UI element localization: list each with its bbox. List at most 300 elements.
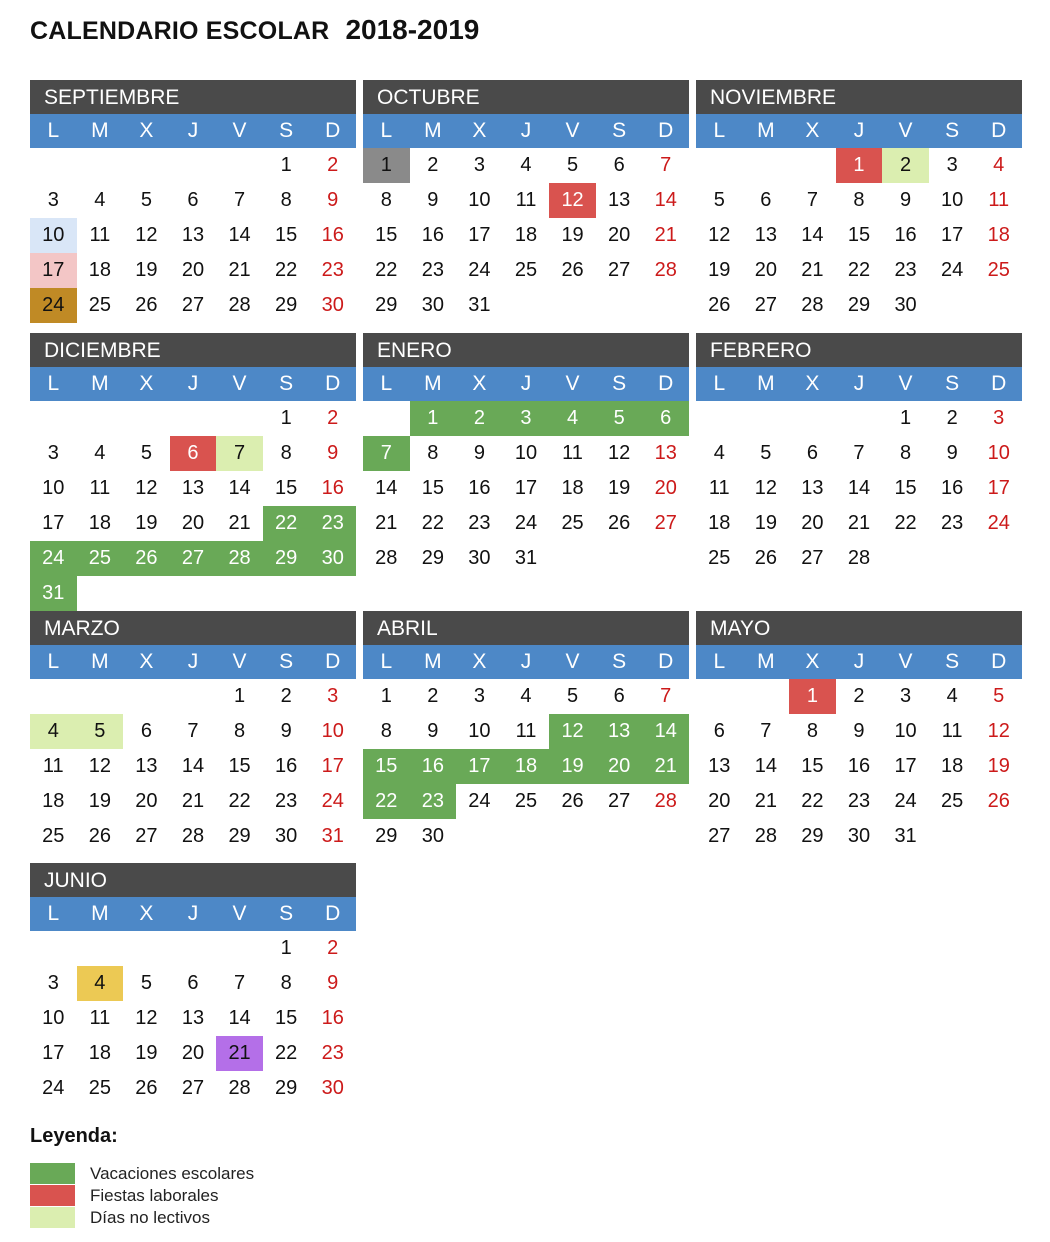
day-cell: 3 — [47, 442, 59, 464]
day-cell: 24 — [321, 790, 344, 812]
day-cell: 20 — [654, 477, 677, 499]
day-cell: 11 — [708, 477, 730, 499]
legend-item — [30, 1185, 219, 1206]
day-cell: 16 — [941, 477, 964, 499]
weekday-label: S — [279, 372, 294, 395]
day-cell: 13 — [181, 224, 205, 246]
day-cell: 20 — [801, 512, 824, 534]
day-cell: 13 — [596, 714, 643, 749]
day-cell: 11 — [89, 224, 111, 246]
day-cell: 7 — [853, 442, 865, 464]
day-cell: 10 — [42, 1007, 65, 1029]
day-cell: 23 — [894, 259, 917, 281]
day-cell: 20 — [754, 259, 777, 281]
day-cell: 29 — [275, 1077, 298, 1099]
day-cell: 17 — [42, 1042, 65, 1064]
day-cell: 5 — [596, 401, 643, 436]
day-cell: 7 — [660, 685, 672, 707]
day-cell: 18 — [88, 259, 111, 281]
day-cell: 21 — [654, 224, 677, 246]
day-cell: 11 — [988, 189, 1010, 211]
day-cell: 6 — [140, 720, 152, 742]
day-cell: 3 — [900, 685, 912, 707]
weekday-label: L — [380, 650, 393, 673]
weekday-label: M — [91, 650, 109, 673]
day-cell: 27 — [754, 294, 777, 316]
day-cell: 6 — [713, 720, 725, 742]
day-cell: 13 — [801, 477, 824, 499]
day-cell: 22 — [847, 259, 871, 281]
day-cell: 20 — [181, 259, 205, 281]
day-cell: 8 — [280, 972, 292, 994]
day-cell: 23 — [941, 512, 964, 534]
day-cell: 9 — [327, 442, 339, 464]
day-cell: 28 — [228, 294, 251, 316]
day-cell: 1 — [789, 679, 836, 714]
day-cell: 15 — [801, 755, 824, 777]
weekday-label: X — [139, 902, 154, 925]
empty-cell — [743, 679, 790, 714]
weekday-label: L — [47, 650, 60, 673]
weekday-label: X — [139, 650, 154, 673]
weekday-label: S — [945, 119, 960, 142]
day-cell: 12 — [608, 442, 631, 464]
day-cell: 12 — [549, 183, 596, 218]
day-cell: 9 — [946, 442, 958, 464]
weekday-label: L — [47, 902, 60, 925]
weekday-label: S — [279, 902, 294, 925]
page-title — [30, 14, 479, 50]
weekday-label: M — [91, 119, 109, 142]
day-cell: 3 — [327, 685, 339, 707]
day-cell: 25 — [514, 259, 538, 281]
day-cell: 23 — [321, 1042, 344, 1064]
day-cell: 10 — [321, 720, 344, 742]
day-cell: 30 — [321, 1077, 344, 1099]
weekday-label: D — [991, 119, 1007, 142]
day-cell: 21 — [228, 259, 251, 281]
day-cell: 7 — [660, 154, 672, 176]
day-cell: 12 — [135, 477, 158, 499]
day-cell: 29 — [228, 825, 251, 847]
day-cell: 1 — [280, 407, 292, 429]
day-cell: 30 — [275, 825, 298, 847]
day-cell: 25 — [77, 541, 124, 576]
weekday-row — [696, 114, 1022, 148]
day-cell: 11 — [562, 442, 583, 464]
day-cell: 11 — [89, 477, 111, 499]
day-cell: 15 — [363, 749, 410, 784]
day-cell: 19 — [754, 512, 777, 534]
weekday-row — [363, 367, 689, 401]
empty-cell — [216, 931, 263, 966]
day-cell: 9 — [327, 972, 339, 994]
day-cell: 24 — [468, 790, 491, 812]
day-cell: 12 — [549, 714, 596, 749]
day-cell: 25 — [561, 512, 584, 534]
weekday-label: M — [757, 372, 775, 395]
month-header: MARZO — [30, 611, 356, 645]
days-grid — [30, 148, 356, 323]
day-cell: 24 — [30, 288, 77, 323]
month-junio — [30, 863, 356, 1106]
weekday-row — [30, 114, 356, 148]
title-year: 2018-2019 — [345, 14, 480, 45]
day-cell: 13 — [181, 477, 205, 499]
weekday-label: L — [47, 372, 60, 395]
day-cell: 22 — [801, 790, 824, 812]
day-cell: 27 — [708, 825, 731, 847]
day-cell: 4 — [94, 442, 106, 464]
day-cell: 29 — [375, 825, 398, 847]
day-cell: 23 — [847, 790, 871, 812]
day-cell: 16 — [321, 1007, 344, 1029]
weekday-label: V — [565, 650, 580, 673]
day-cell: 14 — [228, 1007, 251, 1029]
day-cell: 30 — [421, 825, 444, 847]
day-cell: 12 — [135, 224, 158, 246]
weekday-label: L — [713, 372, 726, 395]
empty-cell — [30, 401, 77, 436]
day-cell: 19 — [987, 755, 1010, 777]
empty-cell — [696, 679, 743, 714]
weekday-row — [363, 114, 689, 148]
day-cell: 15 — [375, 224, 398, 246]
weekday-label: M — [91, 372, 109, 395]
day-cell: 14 — [375, 477, 398, 499]
day-cell: 24 — [468, 259, 491, 281]
day-cell: 6 — [170, 436, 217, 471]
days-grid — [696, 401, 1022, 576]
day-cell: 18 — [987, 224, 1010, 246]
weekday-row — [30, 367, 356, 401]
day-cell: 6 — [760, 189, 772, 211]
day-cell: 2 — [427, 154, 439, 176]
day-cell: 10 — [941, 189, 964, 211]
weekday-label: X — [472, 119, 487, 142]
day-cell: 26 — [135, 1077, 158, 1099]
day-cell: 4 — [993, 154, 1005, 176]
title-main: CALENDARIO ESCOLAR — [30, 17, 330, 45]
day-cell: 30 — [468, 547, 491, 569]
weekday-label: M — [757, 119, 775, 142]
day-cell: 7 — [806, 189, 818, 211]
weekday-label: M — [91, 902, 109, 925]
empty-cell — [30, 679, 77, 714]
day-cell: 27 — [135, 825, 158, 847]
day-cell: 30 — [894, 294, 917, 316]
day-cell: 18 — [88, 1042, 111, 1064]
day-cell: 21 — [642, 749, 689, 784]
weekday-row — [30, 897, 356, 931]
day-cell: 17 — [456, 749, 503, 784]
empty-cell — [170, 931, 217, 966]
day-cell: 21 — [216, 1036, 263, 1071]
weekday-label: D — [658, 372, 674, 395]
day-cell: 4 — [520, 685, 532, 707]
empty-cell — [789, 401, 836, 436]
legend-item — [30, 1207, 210, 1228]
day-cell: 29 — [847, 294, 871, 316]
day-cell: 21 — [847, 512, 871, 534]
day-cell: 17 — [321, 755, 344, 777]
empty-cell — [123, 931, 170, 966]
day-cell: 30 — [421, 294, 444, 316]
day-cell: 14 — [847, 477, 871, 499]
day-cell: 31 — [514, 547, 538, 569]
weekday-label: X — [805, 372, 820, 395]
day-cell: 12 — [987, 720, 1010, 742]
weekday-label: L — [380, 119, 393, 142]
day-cell: 5 — [140, 972, 152, 994]
day-cell: 15 — [894, 477, 917, 499]
weekday-label: M — [424, 119, 442, 142]
days-grid — [363, 401, 689, 576]
day-cell: 3 — [946, 154, 958, 176]
weekday-label: V — [898, 119, 913, 142]
day-cell: 28 — [216, 541, 263, 576]
day-cell: 31 — [894, 825, 917, 847]
day-cell: 2 — [327, 937, 339, 959]
day-cell: 21 — [181, 790, 205, 812]
day-cell: 17 — [987, 477, 1010, 499]
day-cell: 1 — [280, 154, 292, 176]
weekday-label: J — [520, 650, 532, 673]
day-cell: 9 — [280, 720, 292, 742]
weekday-label: M — [424, 650, 442, 673]
weekday-label: D — [658, 119, 674, 142]
day-cell: 17 — [42, 512, 65, 534]
weekday-label: M — [424, 372, 442, 395]
month-header: OCTUBRE — [363, 80, 689, 114]
day-cell: 25 — [88, 294, 111, 316]
day-cell: 18 — [941, 755, 964, 777]
day-cell: 17 — [514, 477, 538, 499]
day-cell: 8 — [380, 720, 392, 742]
day-cell: 16 — [421, 224, 444, 246]
weekday-label: J — [187, 902, 199, 925]
day-cell: 22 — [363, 784, 410, 819]
weekday-label: V — [565, 119, 580, 142]
day-cell: 15 — [421, 477, 444, 499]
day-cell: 17 — [941, 224, 964, 246]
empty-cell — [743, 401, 790, 436]
day-cell: 19 — [549, 749, 596, 784]
weekday-label: S — [612, 372, 627, 395]
day-cell: 11 — [515, 720, 537, 742]
weekday-row — [696, 645, 1022, 679]
day-cell: 21 — [801, 259, 824, 281]
weekday-row — [363, 645, 689, 679]
day-cell: 2 — [456, 401, 503, 436]
weekday-label: J — [853, 119, 865, 142]
day-cell: 23 — [309, 506, 356, 541]
day-cell: 12 — [135, 1007, 158, 1029]
day-cell: 13 — [654, 442, 677, 464]
day-cell: 11 — [515, 189, 537, 211]
empty-cell — [216, 148, 263, 183]
day-cell: 14 — [801, 224, 824, 246]
day-cell: 22 — [375, 259, 398, 281]
days-grid — [363, 679, 689, 854]
day-cell: 19 — [561, 224, 584, 246]
day-cell: 13 — [708, 755, 731, 777]
day-cell: 19 — [608, 477, 631, 499]
weekday-label: L — [713, 650, 726, 673]
day-cell: 1 — [836, 148, 883, 183]
day-cell: 30 — [847, 825, 871, 847]
weekday-label: S — [279, 119, 294, 142]
day-cell: 29 — [275, 294, 298, 316]
legend-label: Fiestas laborales — [90, 1185, 219, 1205]
day-cell: 3 — [473, 685, 485, 707]
month-header: NOVIEMBRE — [696, 80, 1022, 114]
day-cell: 11 — [42, 755, 64, 777]
day-cell: 16 — [321, 224, 344, 246]
day-cell: 31 — [321, 825, 344, 847]
month-header: MAYO — [696, 611, 1022, 645]
day-cell: 2 — [853, 685, 865, 707]
day-cell: 20 — [181, 1042, 205, 1064]
day-cell: 3 — [503, 401, 550, 436]
day-cell: 5 — [77, 714, 124, 749]
day-cell: 1 — [280, 937, 292, 959]
empty-cell — [77, 931, 124, 966]
day-cell: 1 — [900, 407, 912, 429]
weekday-label: D — [325, 372, 341, 395]
weekday-label: J — [187, 119, 199, 142]
weekday-label: D — [325, 119, 341, 142]
day-cell: 27 — [170, 541, 217, 576]
day-cell: 16 — [468, 477, 491, 499]
day-cell: 20 — [181, 512, 205, 534]
day-cell: 3 — [47, 972, 59, 994]
day-cell: 25 — [88, 1077, 111, 1099]
weekday-label: X — [805, 119, 820, 142]
day-cell: 25 — [708, 547, 731, 569]
day-cell: 8 — [380, 189, 392, 211]
month-octubre — [363, 80, 689, 323]
day-cell: 18 — [42, 790, 65, 812]
day-cell: 4 — [946, 685, 958, 707]
weekday-label: V — [232, 902, 247, 925]
day-cell: 6 — [642, 401, 689, 436]
month-abril — [363, 611, 689, 854]
day-cell: 18 — [503, 749, 550, 784]
day-cell: 1 — [234, 685, 246, 707]
day-cell: 10 — [30, 218, 77, 253]
weekday-label: X — [805, 650, 820, 673]
empty-cell — [77, 401, 124, 436]
day-cell: 5 — [760, 442, 772, 464]
day-cell: 24 — [987, 512, 1010, 534]
day-cell: 11 — [941, 720, 963, 742]
day-cell: 10 — [987, 442, 1010, 464]
day-cell: 28 — [847, 547, 871, 569]
legend-swatch — [30, 1207, 75, 1228]
empty-cell — [123, 679, 170, 714]
day-cell: 7 — [234, 189, 246, 211]
day-cell: 14 — [654, 189, 677, 211]
month-marzo — [30, 611, 356, 854]
day-cell: 2 — [882, 148, 929, 183]
day-cell: 6 — [187, 972, 199, 994]
day-cell: 28 — [654, 790, 677, 812]
day-cell: 16 — [410, 749, 457, 784]
day-cell: 16 — [894, 224, 917, 246]
day-cell: 1 — [363, 148, 410, 183]
day-cell: 22 — [263, 506, 310, 541]
weekday-label: S — [612, 650, 627, 673]
weekday-label: D — [325, 650, 341, 673]
day-cell: 3 — [993, 407, 1005, 429]
weekday-label: J — [520, 119, 532, 142]
empty-cell — [77, 679, 124, 714]
day-cell: 23 — [275, 790, 298, 812]
day-cell: 25 — [987, 259, 1010, 281]
legend-item — [30, 1163, 254, 1184]
day-cell: 15 — [275, 477, 298, 499]
day-cell: 28 — [375, 547, 398, 569]
days-grid — [30, 679, 356, 854]
day-cell: 12 — [754, 477, 777, 499]
day-cell: 16 — [321, 477, 344, 499]
day-cell: 19 — [708, 259, 731, 281]
day-cell: 9 — [473, 442, 485, 464]
day-cell: 5 — [140, 189, 152, 211]
day-cell: 28 — [228, 1077, 251, 1099]
day-cell: 9 — [900, 189, 912, 211]
day-cell: 8 — [427, 442, 439, 464]
day-cell: 25 — [941, 790, 964, 812]
day-cell: 7 — [187, 720, 199, 742]
month-header: JUNIO — [30, 863, 356, 897]
day-cell: 10 — [42, 477, 65, 499]
day-cell: 27 — [181, 294, 205, 316]
day-cell: 8 — [900, 442, 912, 464]
day-cell: 8 — [280, 189, 292, 211]
weekday-label: V — [565, 372, 580, 395]
month-septiembre — [30, 80, 356, 323]
day-cell: 5 — [140, 442, 152, 464]
days-grid — [696, 679, 1022, 854]
day-cell: 13 — [181, 1007, 205, 1029]
day-cell: 24 — [30, 541, 77, 576]
day-cell: 9 — [427, 720, 439, 742]
empty-cell — [30, 148, 77, 183]
day-cell: 26 — [608, 512, 631, 534]
day-cell: 23 — [468, 512, 491, 534]
day-cell: 27 — [654, 512, 677, 534]
weekday-label: V — [898, 650, 913, 673]
day-cell: 2 — [280, 685, 292, 707]
day-cell: 7 — [216, 436, 263, 471]
day-cell: 9 — [427, 189, 439, 211]
day-cell: 27 — [181, 1077, 205, 1099]
day-cell: 14 — [228, 224, 251, 246]
empty-cell — [363, 401, 410, 436]
day-cell: 17 — [30, 253, 77, 288]
empty-cell — [216, 401, 263, 436]
weekday-label: L — [47, 119, 60, 142]
day-cell: 27 — [608, 259, 631, 281]
weekday-row — [696, 367, 1022, 401]
empty-cell — [170, 148, 217, 183]
empty-cell — [30, 931, 77, 966]
day-cell: 26 — [123, 541, 170, 576]
days-grid — [696, 148, 1022, 323]
day-cell: 14 — [754, 755, 777, 777]
